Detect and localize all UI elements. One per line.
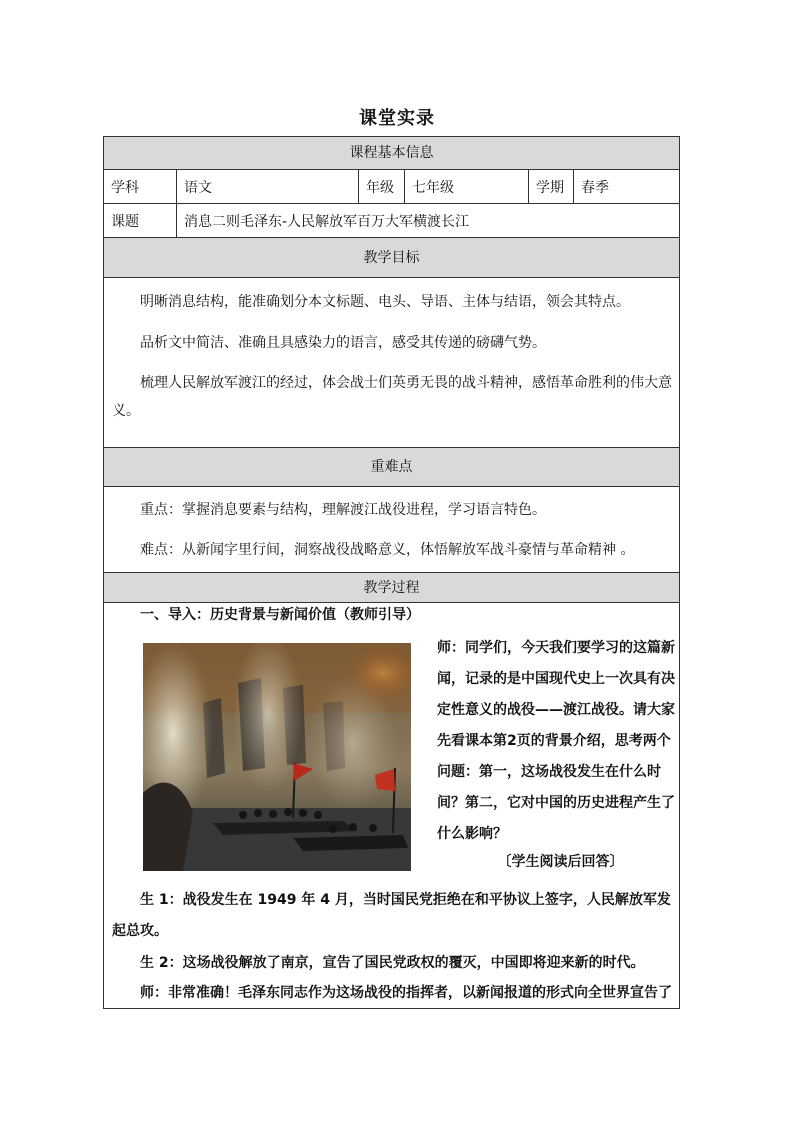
section-header-basic-info: 课程基本信息 (104, 137, 679, 170)
intro-heading: 一、导入：历史背景与新闻价值（教师引导） (140, 607, 420, 623)
river-crossing-painting (143, 643, 411, 871)
term-value: 春季 (581, 179, 609, 196)
student-answer-note: 〔学生阅读后回答〕 (497, 854, 624, 870)
subject-label: 学科 (104, 170, 177, 203)
section-header-process: 教学过程 (104, 573, 679, 603)
grade-value: 七年级 (405, 170, 529, 203)
goal-2: 品析文中简洁、准确且具感染力的语言，感受其传递的磅礴气势。 (140, 335, 546, 351)
goals-body (104, 278, 679, 448)
grade-label: 年级 (359, 170, 405, 203)
topic-label: 课题 (104, 204, 177, 237)
key-point: 重点：掌握消息要素与结构，理解渡江战役进程，学习语言特色。 (140, 502, 546, 518)
key-points-body (104, 487, 679, 573)
river-crossing-painting-svg (143, 643, 411, 871)
difficulty-point: 难点：从新闻字里行间，洞察战役战略意义，体悟解放军战斗豪情与革命精神 。 (140, 542, 635, 558)
lesson-table (103, 136, 680, 1009)
page-title: 课堂实录 (359, 108, 435, 129)
info-row (104, 170, 679, 204)
section-header-goals: 教学目标 (104, 238, 679, 278)
goal-3: 梳理人民解放军渡江的经过，体会战士们英勇无畏的战斗精神，感悟革命胜利的伟大意义。 (112, 375, 672, 419)
section-header-key-points: 重难点 (104, 448, 679, 487)
teacher-followup: 师：非常准确！毛泽东同志作为这场战役的指挥者，以新闻报道的形式向全世界宣告了 (140, 985, 672, 1001)
goal-1: 明晰消息结构，能准确划分本文标题、电头、导语、主体与结语，领会其特点。 (140, 294, 630, 310)
topic-row (104, 204, 679, 238)
term-label: 学期 (529, 170, 574, 203)
student-2-answer: 生 2：这场战役解放了南京，宣告了国民党政权的覆灭，中国即将迎来新的时代。 (140, 955, 645, 971)
student-1-answer: 生 1：战役发生在 1949 年 4 月，当时国民党拒绝在和平协议上签字，人民解放军发起总攻。 (112, 892, 671, 939)
subject-value: 语文 (177, 170, 359, 203)
process-body (104, 603, 679, 1008)
topic-value: 消息二则毛泽东-人民解放军百万大军横渡长江 (184, 213, 470, 230)
teacher-intro-text: 师：同学们，今天我们要学习的这篇新闻，记录的是中国现代史上一次具有决定性意义的战役——渡江战役。请大家先看课本第2页的背景介绍，思考两个问题：第一，这场战役发生在什么时间？第二，它对中国的历史进程产生了什么影响？ (437, 640, 675, 842)
